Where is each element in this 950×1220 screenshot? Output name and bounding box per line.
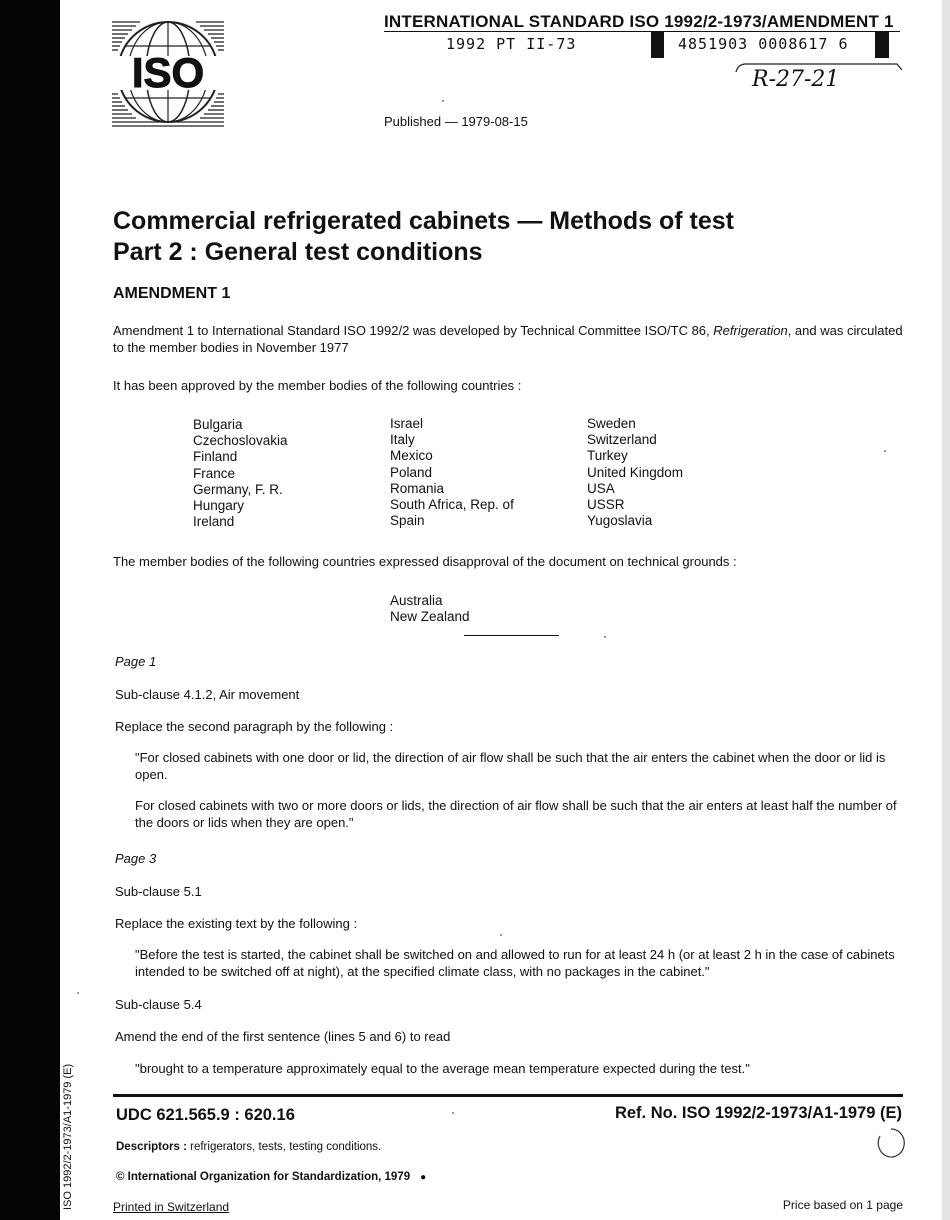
country-item: Germany, F. R. xyxy=(193,481,283,497)
country-column-2 xyxy=(390,416,514,529)
subclause-5-4: Sub-clause 5.4 xyxy=(115,997,202,1012)
quote-paragraph-1: "For closed cabinets with one door or lid, the direction of air flow shall be such that the air enters the cabinet when the door or lid is open. xyxy=(135,750,886,782)
iso-logo xyxy=(110,14,226,130)
disapproving-countries xyxy=(390,593,470,625)
copyright-text: © International Organization for Standardization, 1979 xyxy=(116,1171,411,1183)
doc-code-left: 1992 PT II-73 xyxy=(446,35,577,53)
published-date: Published — 1979-08-15 xyxy=(384,114,528,129)
title-line-1: Commercial refrigerated cabinets — Methods of test xyxy=(113,207,734,235)
country-item: USA xyxy=(587,480,615,496)
quote-paragraph-3: "Before the test is started, the cabinet shall be switched on and allowed to run for at least 24 h (or at least 2 h in the case of cabinets intended to be switched off at night), at the specified climate class, with no packages in the cabinet." xyxy=(135,947,895,979)
page-3-label: Page 3 xyxy=(115,851,157,866)
country-item: New Zealand xyxy=(390,609,470,625)
country-item: Poland xyxy=(390,464,433,480)
subclause-4-1-2: Sub-clause 4.1.2, Air movement xyxy=(115,687,300,702)
country-item: Romania xyxy=(390,480,445,496)
country-item: Mexico xyxy=(390,448,433,464)
scan-speck xyxy=(452,1112,454,1114)
doc-code-right: 4851903 0008617 6 xyxy=(678,35,849,53)
country-item: Australia xyxy=(390,593,443,608)
country-item: France xyxy=(193,465,236,481)
quote-paragraph-4: "brought to a temperature approximately equal to the average mean temperature expected during the test." xyxy=(135,1061,750,1076)
scan-border-left xyxy=(0,0,60,1220)
country-item: Ireland xyxy=(193,514,235,530)
descriptors xyxy=(116,1141,381,1153)
country-item: Sweden xyxy=(587,416,636,431)
disapproval-line: The member bodies of the following countries expressed disapproval of the document on technical grounds : xyxy=(113,554,737,569)
country-item: Italy xyxy=(390,432,415,448)
country-item: Israel xyxy=(390,416,424,431)
scan-speck xyxy=(884,450,886,452)
subclause-5-1: Sub-clause 5.1 xyxy=(115,884,202,899)
handwritten-note xyxy=(732,56,902,92)
country-item: South Africa, Rep. of xyxy=(390,497,514,513)
quote-paragraph-2: For closed cabinets with two or more doors or lids, the direction of air flow shall be such that the air enters at least half the number of the doors or lids when they are open." xyxy=(135,798,897,830)
country-item: Spain xyxy=(390,513,425,529)
reference-number: Ref. No. ISO 1992/2-1973/A1-1979 (E) xyxy=(614,1104,902,1122)
marker-bar xyxy=(651,32,664,58)
country-item: Bulgaria xyxy=(193,417,243,432)
approved-line: It has been approved by the member bodies of the following countries : xyxy=(113,378,522,393)
udc-number: UDC 621.565.9 : 620.16 xyxy=(116,1106,295,1124)
printed-in: Printed in Switzerland xyxy=(113,1200,230,1214)
country-item: Hungary xyxy=(193,498,245,514)
intro-text-after: , and was circulated to the member bodies in November 1977 xyxy=(113,323,903,355)
title-line-2: Part 2 : General test conditions xyxy=(113,238,483,266)
handwritten-note-text: R-27-21 xyxy=(752,67,840,92)
page-1-label: Page 1 xyxy=(115,654,157,669)
descriptors-label: Descriptors : xyxy=(116,1141,187,1153)
footer-rule xyxy=(113,1094,903,1097)
amendment-heading: AMENDMENT 1 xyxy=(113,285,231,302)
scan-speck xyxy=(77,992,79,994)
country-item: United Kingdom xyxy=(587,464,684,480)
committee-name: Refrigeration xyxy=(713,323,788,338)
country-column-1 xyxy=(193,417,288,530)
country-item: Czechoslovakia xyxy=(193,433,288,449)
scan-speck xyxy=(604,636,606,638)
country-item: Finland xyxy=(193,449,238,465)
section-divider xyxy=(464,635,559,636)
marker-bar xyxy=(875,32,889,58)
country-item: Switzerland xyxy=(587,432,657,448)
amend-instruction: Amend the end of the first sentence (lines 5 and 6) to read xyxy=(115,1029,451,1044)
title-underline xyxy=(384,31,900,32)
iso-logo-text: ISO xyxy=(131,49,205,96)
price-note: Price based on 1 page xyxy=(782,1198,903,1212)
replace-instruction-2: Replace the existing text by the following : xyxy=(115,916,358,931)
descriptors-text: refrigerators, tests, testing conditions. xyxy=(186,1141,382,1153)
vertical-reference: ISO 1992/2-1973/A1-1979 (E) xyxy=(62,1063,74,1210)
scan-speck xyxy=(442,100,444,102)
circle-mark-icon xyxy=(876,1126,906,1160)
scan-speck xyxy=(500,934,502,936)
bullet-icon: ● xyxy=(420,1172,427,1183)
copyright-line xyxy=(116,1171,426,1183)
replace-instruction-1: Replace the second paragraph by the following : xyxy=(115,719,394,734)
country-item: Turkey xyxy=(587,448,628,464)
country-item: USSR xyxy=(587,497,625,513)
standard-title: INTERNATIONAL STANDARD ISO 1992/2-1973/AMENDMENT 1 xyxy=(384,12,894,31)
intro-paragraph xyxy=(113,322,905,356)
scan-border-right xyxy=(942,0,950,1220)
country-item: Yugoslavia xyxy=(587,513,653,529)
document-title xyxy=(113,206,734,268)
intro-text-before: Amendment 1 to International Standard ISO 1992/2 was developed by Technical Committee ISO/TC 86, xyxy=(113,323,714,338)
country-column-3 xyxy=(587,416,683,529)
